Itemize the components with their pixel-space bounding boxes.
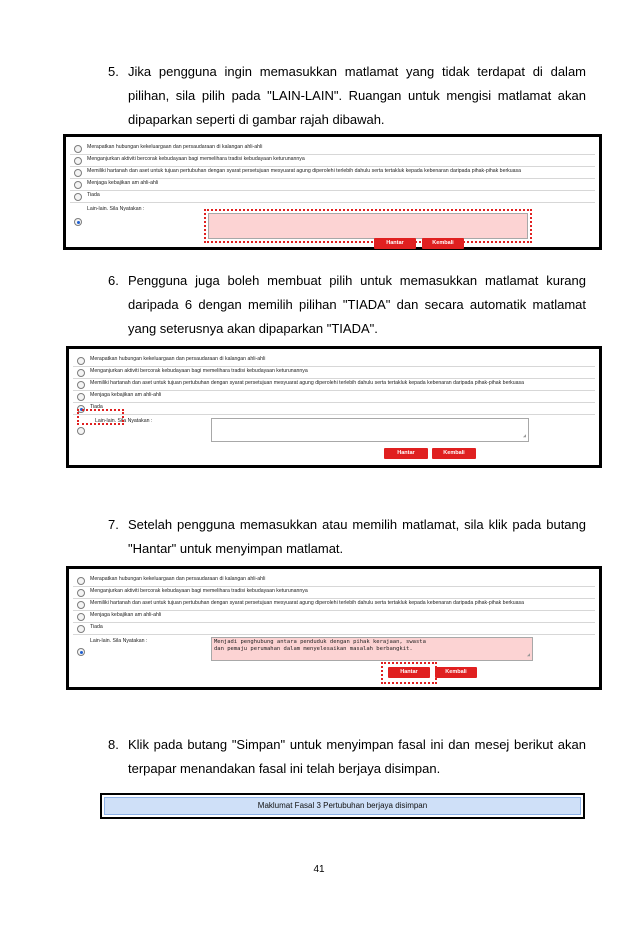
option-label: Tiada [90,404,103,410]
option-row[interactable] [73,403,595,415]
other-textarea[interactable]: Menjadi penghubung antara penduduk dengan pihak kerajaan, swasta dan pemaju perumahan dalam menyelesaikan masalah berbangkit. ◢ [211,637,533,661]
kembali-button[interactable]: Kembali [432,448,476,459]
radio-button[interactable] [74,193,82,201]
hantar-button[interactable]: Hantar [374,238,416,249]
radio-button[interactable] [77,625,85,633]
option-label: Memiliki hartanah dan aset untuk tujuan pertubuhan dengan syarat persetujuan mesyuarat agung diperolehi terlebih dahulu serta tertakluk kepada kebenaran daripada pihak-pihak berkuasa [90,600,525,606]
hantar-button[interactable]: Hantar [388,667,430,678]
page-number: 41 [313,864,325,875]
option-label: Lain-lain. Sila Nyatakan : [90,638,148,644]
option-row[interactable] [73,355,595,367]
radio-button[interactable] [74,169,82,177]
highlight-textarea [204,209,532,243]
kembali-button[interactable]: Kembali [422,238,464,249]
radio-button[interactable] [77,381,85,389]
option-row[interactable] [70,167,595,179]
radio-button[interactable] [77,601,85,609]
step-number: 7. [108,517,119,532]
radio-button[interactable] [74,145,82,153]
step-text-line: dipaparkan seperti di gambar rajah dibawah. [128,112,385,127]
option-label: Lain-lain. Sila Nyatakan : [95,418,153,424]
step-text-line: Jika pengguna ingin memasukkan matlamat yang tidak terdapat di dalam [128,64,586,79]
step-text-line: pilihan, sila pilih pada "LAIN-LAIN". Ruangan untuk mengisi matlamat akan [128,88,586,103]
radio-button[interactable] [77,589,85,597]
radio-button-selected[interactable] [77,648,85,656]
option-row[interactable] [73,611,595,623]
radio-button[interactable] [77,613,85,621]
radio-button[interactable] [74,157,82,165]
option-label: Menjaga kebajikan am ahli-ahli [90,612,162,618]
option-row[interactable] [73,391,595,403]
radio-button[interactable] [77,577,85,585]
option-label: Merapatkan hubungan kekeluargaan dan persaudaraan di kalangan ahli-ahli [90,576,266,582]
radio-button[interactable] [74,181,82,189]
option-label: Lain-lain. Sila Nyatakan : [87,206,145,212]
option-label: Menganjurkan aktiviti bercorak kebudayaan bagi memelihara tradisi kebudayaan keturunannya [90,588,308,594]
step-text-line: Klik pada butang "Simpan" untuk menyimpan fasal ini dan mesej berikut akan [128,737,586,752]
radio-button[interactable] [77,427,85,435]
option-label: Tiada [90,624,103,630]
step-number: 5. [108,64,119,79]
step-8 [108,733,586,781]
option-row[interactable] [73,599,595,611]
screenshot-other-selected [63,134,602,250]
highlight-hantar-button [381,662,437,684]
option-row[interactable] [70,179,595,191]
option-label: Memiliki hartanah dan aset untuk tujuan pertubuhan dengan syarat persetujuan mesyuarat agung diperolehi terlebih dahulu serta tertakluk kepada kebenaran daripada pihak-pihak berkuasa [87,168,522,174]
option-label: Merapatkan hubungan kekeluargaan dan persaudaraan di kalangan ahli-ahli [87,144,263,150]
option-row[interactable] [70,155,595,167]
screenshot-tiada-selected [66,346,602,468]
step-text-line: terpapar menandakan fasal ini telah berjaya disimpan. [128,761,441,776]
step-text-line: Pengguna juga boleh membuat pilih untuk memasukkan matlamat kurang [128,273,586,288]
radio-button[interactable] [77,393,85,401]
success-message: Maklumat Fasal 3 Pertubuhan berjaya disimpan [104,797,581,815]
option-row[interactable] [70,143,595,155]
option-row[interactable] [73,587,595,599]
step-number: 8. [108,737,119,752]
step-text-line: "Hantar" untuk menyimpan matlamat. [128,541,344,556]
option-row[interactable] [73,379,595,391]
radio-button-selected[interactable] [74,218,82,226]
option-label: Menjaga kebajikan am ahli-ahli [90,392,162,398]
success-banner [100,793,585,819]
option-row[interactable] [73,623,595,635]
step-number: 6. [108,273,119,288]
step-5 [108,60,586,132]
radio-button[interactable] [77,357,85,365]
step-text-line: yang seterusnya akan dipaparkan "TIADA". [128,321,378,336]
step-7 [108,513,586,561]
hantar-button[interactable]: Hantar [384,448,428,459]
highlight-tiada-option [77,409,124,425]
option-row[interactable] [73,367,595,379]
step-6 [108,269,586,341]
option-label: Tiada [87,192,100,198]
option-row[interactable] [70,191,595,203]
option-label: Menjaga kebajikan am ahli-ahli [87,180,159,186]
other-textarea-value: Menjadi penghubung antara penduduk dengan pihak kerajaan, swasta dan pemaju perumahan dalam menyelesaikan masalah berbangkit. [214,639,426,652]
option-row[interactable] [73,575,595,587]
other-textarea[interactable]: ◢ [211,418,529,442]
radio-button[interactable] [77,369,85,377]
option-label: Menganjurkan aktiviti bercorak kebudayaan bagi memelihara tradisi kebudayaan keturunannya [87,156,305,162]
step-text-line: daripada 6 dengan memilih pilihan "TIADA" dan secara automatik matlamat [128,297,586,312]
option-label: Memiliki hartanah dan aset untuk tujuan pertubuhan dengan syarat persetujuan mesyuarat agung diperolehi terlebih dahulu serta tertakluk kepada kebenaran daripada pihak-pihak berkuasa [90,380,525,386]
option-label: Menganjurkan aktiviti bercorak kebudayaan bagi memelihara tradisi kebudayaan keturunannya [90,368,308,374]
screenshot-hantar-highlight [66,566,602,690]
kembali-button[interactable]: Kembali [435,667,477,678]
option-label: Merapatkan hubungan kekeluargaan dan persaudaraan di kalangan ahli-ahli [90,356,266,362]
step-text-line: Setelah pengguna memasukkan atau memilih matlamat, sila klik pada butang [128,517,586,532]
